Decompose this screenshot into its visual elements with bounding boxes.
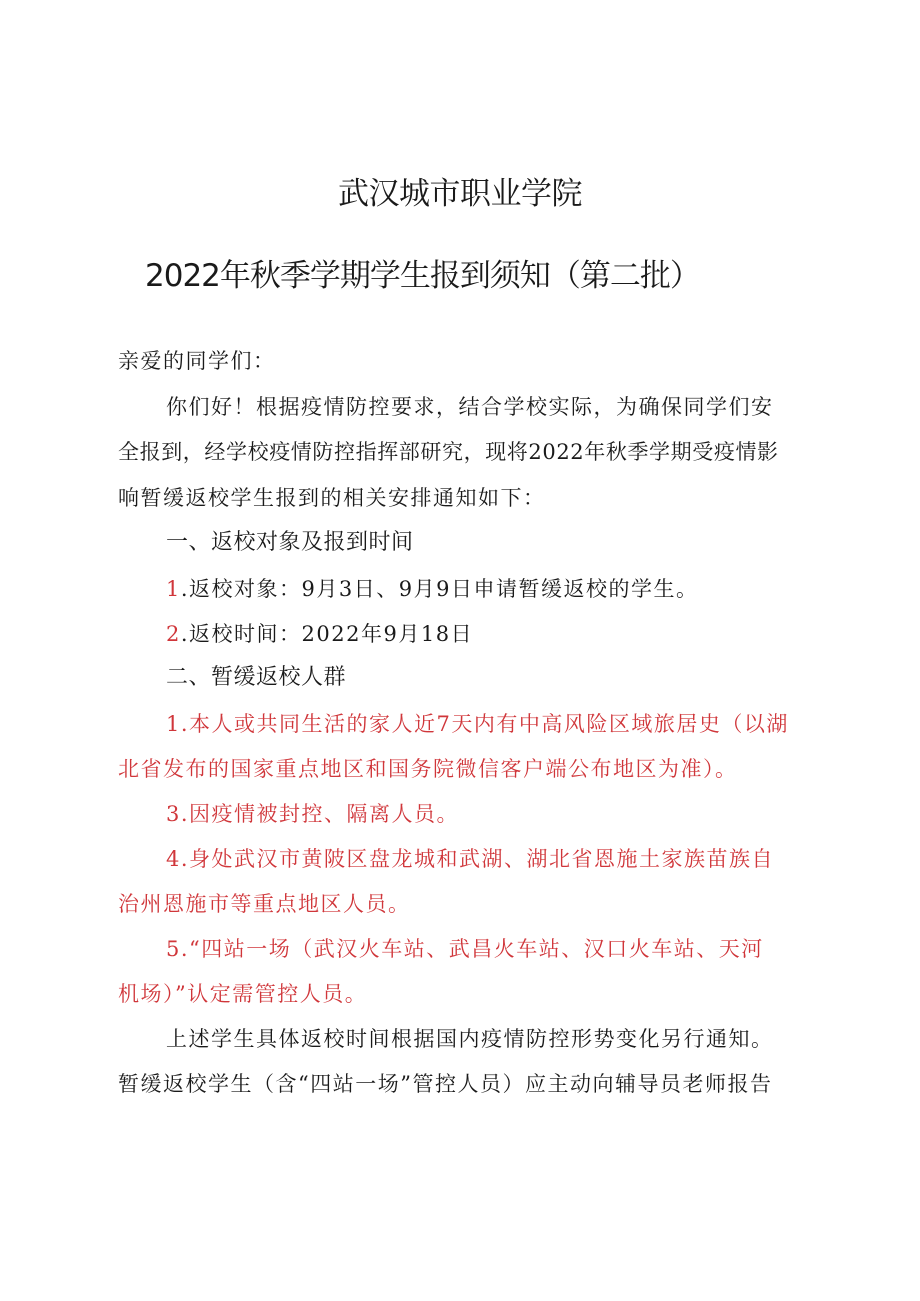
section2-item-4-line-1: 4.身处武汉市黄陂区盘龙城和武湖、湖北省恩施土家族苗族自: [166, 847, 775, 871]
closing-line-2: 暂缓返校学生（含“四站一场”管控人员）应主动向辅导员老师报告: [118, 1072, 773, 1096]
section2-item-5-line-1: 5.“四站一场（武汉火车站、武昌火车站、汉口火车站、天河: [166, 937, 764, 961]
intro-line-3: 响暂缓返校学生报到的相关安排通知如下：: [118, 486, 546, 510]
intro-line-1: 你们好！根据疫情防控要求，结合学校实际，为确保同学们安: [166, 395, 774, 419]
greeting: 亲爱的同学们：: [118, 349, 276, 373]
item-text: .返校对象：9月3日、9月9日申请暂缓返校的学生。: [180, 577, 699, 601]
intro-line-2: 全报到，经学校疫情防控指挥部研究，现将2022年秋季学期受疫情影: [118, 440, 779, 464]
document-title-notice: 2022年秋季学期学生报到须知（第二批）: [145, 258, 700, 294]
section1-item-2: [166, 620, 473, 648]
section2-item-3: 3.因疫情被封控、隔离人员。: [166, 802, 460, 826]
item-text: .返校时间：2022年9月18日: [180, 622, 474, 646]
section2-item-4-line-2: 治州恩施市等重点地区人员。: [118, 892, 411, 916]
section1-heading: 一、返校对象及报到时间: [166, 530, 414, 555]
section2-item-1-line-1: 1.本人或共同生活的家人近7天内有中高风险区域旅居史（以湖: [166, 712, 789, 736]
section2-heading: 二、暂缓返校人群: [166, 665, 347, 690]
section2-item-1-line-2: 北省发布的国家重点地区和国务院微信客户端公布地区为准）。: [118, 757, 738, 781]
item-number: 1: [166, 577, 181, 601]
item-number: 2: [166, 622, 181, 646]
section2-item-5-line-2: 机场）”认定需管控人员。: [118, 982, 368, 1006]
document-title-school: 武汉城市职业学院: [338, 176, 582, 212]
section1-item-1: [166, 575, 699, 603]
closing-line-1: 上述学生具体返校时间根据国内疫情防控形势变化另行通知。: [166, 1027, 774, 1051]
